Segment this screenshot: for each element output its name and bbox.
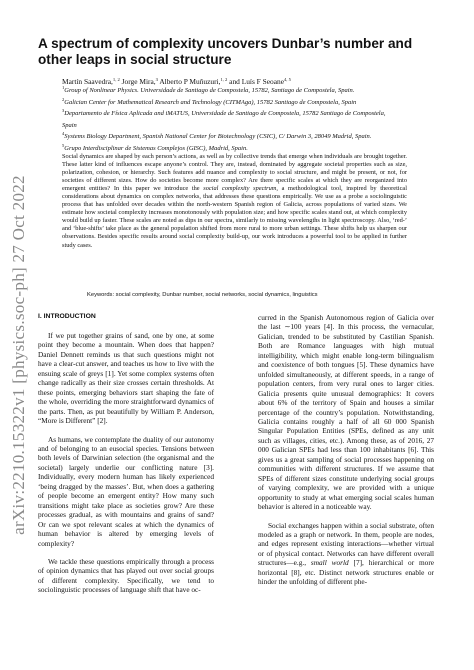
body-paragraph: We tackle these questions empirically through a process of opinion dynamics that has played out over social groups of different complexity. Specifically, we tend to sociolinguistic processes of language shift that have oc- — [38, 556, 214, 595]
abstract-emphasis: social complexity spectrum — [203, 185, 277, 193]
author: Alberto P Muñuzuri,$^{1, 2}$ — [157, 77, 228, 86]
section-title: I. INTRODUCTION — [38, 313, 96, 320]
author: Jorge Mira,$^3$ — [119, 77, 158, 86]
affiliation: Spain — [62, 121, 77, 129]
emphasis: small world — [310, 558, 349, 568]
author: Martín Saavedra,$^{1, 2}$ — [62, 77, 120, 86]
keywords: Keywords: social complexity, Dunbar number, social networks, social dynamics, linguistics — [87, 292, 318, 298]
affiliation: $^2$Galician Center for Mathematical Research and Technology (CITMAga), 15782 Santiago de Compostela, Spain — [62, 96, 357, 106]
body-paragraph: As humans, we contemplate the duality of our autonomy and of belonging to an eusocial species. Tensions between both levels of Darwinian selection (the organismal and the societal) largely underlie our conflicting nature [3]. Individually, every modern human has likely experienced ‘being dragged by the masses’. But, when does a gathering of people become an emergent entity? How many such transitions might take place as societies grow? Are these processes gradual, as with mountains and grains of sand? Or can we spot relevant scales at which the dynamics of human behavior is altered by emerging levels of complexity? — [38, 434, 214, 548]
body-paragraph: If we put together grains of sand, one by one, at some point they become a mountain. When does that happen? Daniel Dennett reminds us that such questions might not have a clear-cut answer, and teaches us how to live with the ensuing scale of greys [1]. Yet some complex systems often change radically as their size crosses certain thresholds. At these points, emerging behaviors start shaping the fate of the whole, overriding the more straightforward dynamics of the parts. Then, as put beautifully by William P. Anderson, “More is Different” [2]. — [38, 331, 214, 426]
abstract: Social dynamics are shaped by each person’s actions, as well as by collective trends that emerge when individuals are brought together. These latter kind of influences escape anyone’s control. They are, instead, dominated by aggregate societal properties such as size, polarization, cohesion, or hierarchy. Such features add nuance and complexity to social structure, and might be present, or not, for societies of different sizes. How do societies become more complex? Are there specific scales at which they are reorganized into emergent entities? In this paper we introduce the social complexity spectrum, a methodological tool, inspired by theoretical considerations about dynamics on complex networks, that addresses these questions empirically. We use as a probe a sociolinguistic process that has unfolded over decades within the north-western Spanish region of Galicia, across populations of varied sizes. We estimate how societal complexity increases monotonously with population size; and how specific scales stand out, at which complexity would build up faster. These scales are noted as dips in our spectra, similarly to missing wavelengths in light spectroscopy. Also, ‘red-’ and ‘blue-shifts’ take place as the general population shifted from more rural to more urban settings. These shifts help us sharpen our observations. Besides specific results around social complexity build-up, our work introduces a powerful tool to be applied in further study cases. — [62, 153, 407, 249]
body-paragraph: curred in the Spanish Autonomous region of Galicia over the last ∼100 years [4]. In this process, the vernacular, Galician, trended to be substituted by Castilian Spanish. Both are Romance languages with high mutual intelligibility, which might enable long-term bilingualism and coexistence of both tongues [5]. These dynamics have unfolded simultaneously, at different speeds, in a range of population centers, from very rural ones to larger cities. Galicia presents quite unusual demographics: It covers about 6% of the territory of Spain and houses a similar percentage of the country’s population. Notwithstanding, Galicia contains roughly a half of all 60 000 Spanish Singular Population Entities (SPEs, defined as any unit such as villages, cities, etc.). Among these, as of 2016, 27 000 Galician SPEs had less than 100 inhabitants [6]. This gives us a great sampling of social processes happening on communities with different structures. If we assume that SPEs of different sizes constitute underlying social groups of varying complexity, we are provided with a unique opportunity to study at what emerging social scales human behavior is altered in a noticeable way. — [258, 313, 434, 512]
affiliation: $^4$Systems Biology Department, Spanish National Center for Biotechnology (CSIC), C/ Darwin 3, 28049 Madrid, Spain. — [62, 131, 372, 141]
affiliation: $^5$Grupo Interdisciplinar de Sistemas Complejos (GISC), Madrid, Spain. — [62, 142, 248, 152]
body-paragraph: Social exchanges happen within a social substrate, often modeled as a graph or network. In them, people are nodes, and edges represent existing interactions—whether virtual or of physical contact. Networks can have different overall structures—e.g., small world [7], hierarchical or more horizontal [8], etc. Distinct network structures enable or hinder the unfolding of different phe- — [258, 520, 434, 587]
affiliation-list — [62, 84, 385, 154]
right-column — [258, 313, 434, 587]
affiliation: $^3$Departamento de Física Aplicada and iMATUS, Universidade de Santiago de Compostela, 15782 Santiago de Compostela, — [62, 108, 386, 118]
left-column — [38, 313, 214, 595]
affiliation: $^1$Group of Nonlinear Physics. Universidade de Santiago de Compostela, 15782, Santiago de Compostela, Spain. — [62, 85, 355, 94]
paper-title: A spectrum of complexity uncovers Dunbar’s number and other leaps in social structure — [38, 36, 413, 67]
author: and Luís F Seoane$^{4, 5}$ — [227, 77, 291, 86]
arxiv-identifier[interactable]: arXiv:2210.15322v1 [physics.soc-ph] 27 Oct 2022 — [9, 175, 28, 535]
arxiv-sidebar — [4, 170, 34, 540]
